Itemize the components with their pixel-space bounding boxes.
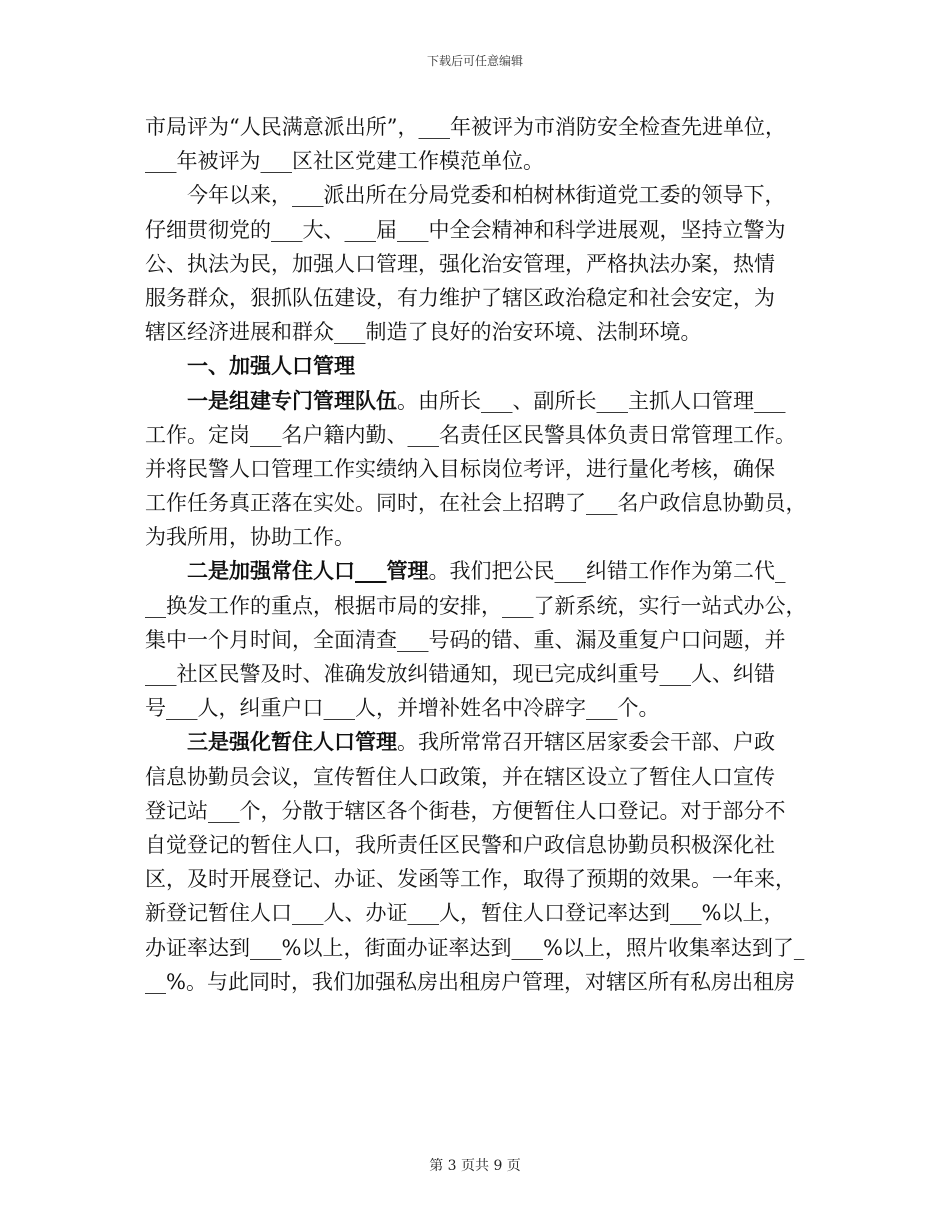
text-line: ___社区民警及时、准确发放纠错通知，现已完成纠重号___人、纠错 xyxy=(145,662,775,686)
paragraph-lead: 一是组建专门管理队伍 xyxy=(187,387,397,413)
text-line: 新登记暂住人口___人、办证___人，暂住人口登记率达到___%以上， xyxy=(145,901,785,926)
text-line: 工作。定岗___名户籍内勤、___名责任区民警具体负责日常管理工作。 xyxy=(145,422,796,447)
text-line: __换发工作的重点，根据市局的安排，___了新系统，实行一站式办公， xyxy=(145,593,807,618)
section-heading: 一、加强人口管理 xyxy=(187,353,355,379)
text-line: 号___人，纠重户口___人，并增补姓名中冷辟字___个。 xyxy=(145,696,660,721)
text-line: 自觉登记的暂住人口，我所责任区民警和户政信息协勤员积极深化社 xyxy=(145,832,775,857)
text-line: ___年被评为___区社区党建工作模范单位。 xyxy=(145,149,544,174)
text-line: 登记站___个，分散于辖区各个街巷，方便暂住人口登记。对于部分不 xyxy=(145,798,786,823)
paragraph-lead: 三是强化暂住人口管理 xyxy=(187,729,397,755)
document-body xyxy=(145,110,825,999)
text-line: 仔细贯彻党的___大、___届___中全会精神和科学进展观，坚持立警为 xyxy=(145,217,786,242)
text-line: 公、执法为民，加强人口管理，强化治安管理，严格执法办案，热情 xyxy=(145,251,775,276)
text-line: 信息协勤员会议，宣传暂住人口政策，并在辖区设立了暂住人口宣传 xyxy=(145,764,775,789)
text-line: 集中一个月时间，全面清查___号码的错、重、漏及重复户口问题，并 xyxy=(145,627,786,652)
paragraph-start xyxy=(145,384,825,418)
paragraph-lead: 二是加强常住人口___管理 xyxy=(187,558,429,584)
text-line: __%。与此同时，我们加强私房出租房户管理，对辖区所有私房出租房 xyxy=(145,969,795,994)
text-line: 区，及时开展登记、办证、发函等工作，取得了预期的效果。一年来， xyxy=(145,867,796,892)
paragraph-text: 。我们把公民___纠错工作作为第二代_ xyxy=(428,559,786,584)
text-line: 市局评为“人民满意派出所”，___年被评为市消防安全检查先进单位， xyxy=(145,115,786,139)
page-number: 第 3 页共 9 页 xyxy=(429,1158,521,1174)
text-line: 为我所用，协助工作。 xyxy=(145,525,355,550)
paragraph-text: 。由所长___、副所长___主抓人口管理___ xyxy=(397,388,786,413)
paragraph-start xyxy=(145,554,825,588)
paragraph-text: 。我所常常召开辖区居家委会干部、户政 xyxy=(397,730,775,755)
paragraph-start xyxy=(145,725,825,759)
paragraph-start: 今年以来，___派出所在分局党委和柏树林街道党工委的领导下， xyxy=(187,183,786,208)
text-line: 辖区经济进展和群众___制造了良好的治安环境、法制环境。 xyxy=(145,320,702,345)
text-line: 工作任务真正落在实处。同时，在社会上招聘了___名户政信息协勤员， xyxy=(145,491,807,516)
page-header-note: 下载后可任意编辑 xyxy=(426,54,523,68)
text-line: 并将民警人口管理工作实绩纳入目标岗位考评，进行量化考核，确保 xyxy=(145,456,775,481)
text-line: 办证率达到___%以上，街面办证率达到___%以上，照片收集率达到了_ xyxy=(145,935,805,960)
text-line: 服务群众，狠抓队伍建设，有力维护了辖区政治稳定和社会安定，为 xyxy=(145,285,775,310)
